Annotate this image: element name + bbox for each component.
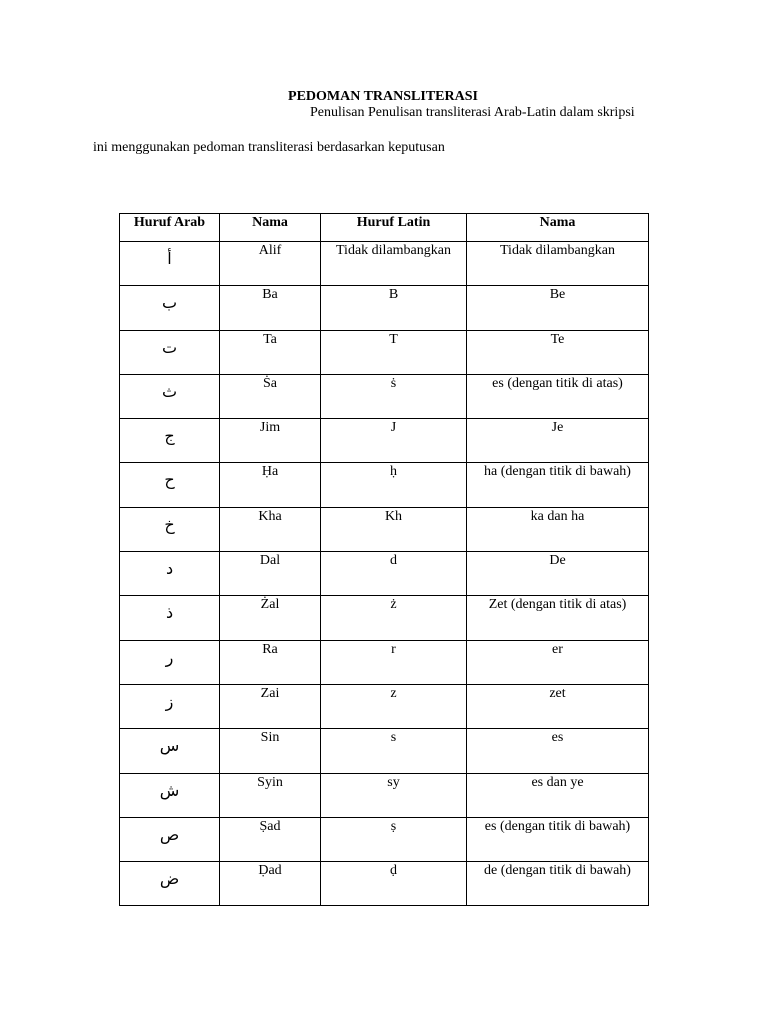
- table-row: [120, 286, 649, 330]
- intro-text-line-2: ini menggunakan pedoman transliterasi berdasarkan keputusan: [93, 140, 445, 155]
- table-row: [120, 552, 649, 596]
- intro-text-line-1: Penulisan Penulisan transliterasi Arab-Latin dalam skripsi: [310, 105, 635, 120]
- table-row: [120, 862, 649, 906]
- header-nama: Nama: [220, 214, 321, 242]
- arabic-letter-cell: ص: [120, 817, 220, 861]
- table-row: [120, 817, 649, 861]
- letter-name-cell: Jim: [220, 419, 321, 463]
- latin-letter-cell: ṣ: [321, 817, 467, 861]
- description-cell: Tidak dilambangkan: [467, 242, 649, 286]
- arabic-letter-cell: أ: [120, 242, 220, 286]
- letter-name-cell: Ḥa: [220, 463, 321, 507]
- description-cell: zet: [467, 684, 649, 728]
- table-row: [120, 242, 649, 286]
- table-row: [120, 419, 649, 463]
- latin-letter-cell: d: [321, 552, 467, 596]
- letter-name-cell: Kha: [220, 507, 321, 551]
- table-row: [120, 729, 649, 773]
- table-body: [120, 242, 649, 906]
- table-row: [120, 773, 649, 817]
- description-cell: es (dengan titik di atas): [467, 374, 649, 418]
- latin-letter-cell: ṡ: [321, 374, 467, 418]
- description-cell: es (dengan titik di bawah): [467, 817, 649, 861]
- header-huruf-arab: Huruf Arab: [120, 214, 220, 242]
- letter-name-cell: Ṡa: [220, 374, 321, 418]
- letter-name-cell: Ra: [220, 640, 321, 684]
- letter-name-cell: Dal: [220, 552, 321, 596]
- letter-name-cell: Alif: [220, 242, 321, 286]
- arabic-letter-cell: س: [120, 729, 220, 773]
- latin-letter-cell: B: [321, 286, 467, 330]
- arabic-letter-cell: ز: [120, 684, 220, 728]
- letter-name-cell: Zai: [220, 684, 321, 728]
- header-nama-keterangan: Nama: [467, 214, 649, 242]
- arabic-letter-cell: د: [120, 552, 220, 596]
- latin-letter-cell: T: [321, 330, 467, 374]
- table-row: [120, 640, 649, 684]
- table-row: [120, 596, 649, 640]
- table-header: [120, 214, 649, 242]
- description-cell: ha (dengan titik di bawah): [467, 463, 649, 507]
- latin-letter-cell: Tidak dilambangkan: [321, 242, 467, 286]
- table-row: [120, 463, 649, 507]
- latin-letter-cell: Kh: [321, 507, 467, 551]
- letter-name-cell: Żal: [220, 596, 321, 640]
- latin-letter-cell: ż: [321, 596, 467, 640]
- arabic-letter-cell: ح: [120, 463, 220, 507]
- arabic-letter-cell: ب: [120, 286, 220, 330]
- letter-name-cell: Syin: [220, 773, 321, 817]
- letter-name-cell: Ṣad: [220, 817, 321, 861]
- letter-name-cell: Ḍad: [220, 862, 321, 906]
- latin-letter-cell: s: [321, 729, 467, 773]
- table-row: [120, 374, 649, 418]
- description-cell: Te: [467, 330, 649, 374]
- table-row: [120, 507, 649, 551]
- latin-letter-cell: ḍ: [321, 862, 467, 906]
- description-cell: er: [467, 640, 649, 684]
- latin-letter-cell: r: [321, 640, 467, 684]
- arabic-letter-cell: ش: [120, 773, 220, 817]
- arabic-letter-cell: ج: [120, 419, 220, 463]
- transliteration-table: [119, 213, 649, 906]
- table-header-row: [120, 214, 649, 242]
- arabic-letter-cell: ذ: [120, 596, 220, 640]
- description-cell: ka dan ha: [467, 507, 649, 551]
- letter-name-cell: Sin: [220, 729, 321, 773]
- table-row: [120, 330, 649, 374]
- arabic-letter-cell: ر: [120, 640, 220, 684]
- description-cell: es: [467, 729, 649, 773]
- description-cell: Be: [467, 286, 649, 330]
- header-huruf-latin: Huruf Latin: [321, 214, 467, 242]
- table-row: [120, 684, 649, 728]
- arabic-letter-cell: ث: [120, 374, 220, 418]
- arabic-letter-cell: ض: [120, 862, 220, 906]
- description-cell: Je: [467, 419, 649, 463]
- latin-letter-cell: sy: [321, 773, 467, 817]
- arabic-letter-cell: ت: [120, 330, 220, 374]
- latin-letter-cell: J: [321, 419, 467, 463]
- latin-letter-cell: ḥ: [321, 463, 467, 507]
- letter-name-cell: Ta: [220, 330, 321, 374]
- letter-name-cell: Ba: [220, 286, 321, 330]
- description-cell: es dan ye: [467, 773, 649, 817]
- latin-letter-cell: z: [321, 684, 467, 728]
- description-cell: de (dengan titik di bawah): [467, 862, 649, 906]
- document-title: PEDOMAN TRANSLITERASI: [288, 89, 478, 104]
- description-cell: De: [467, 552, 649, 596]
- arabic-letter-cell: خ: [120, 507, 220, 551]
- description-cell: Zet (dengan titik di atas): [467, 596, 649, 640]
